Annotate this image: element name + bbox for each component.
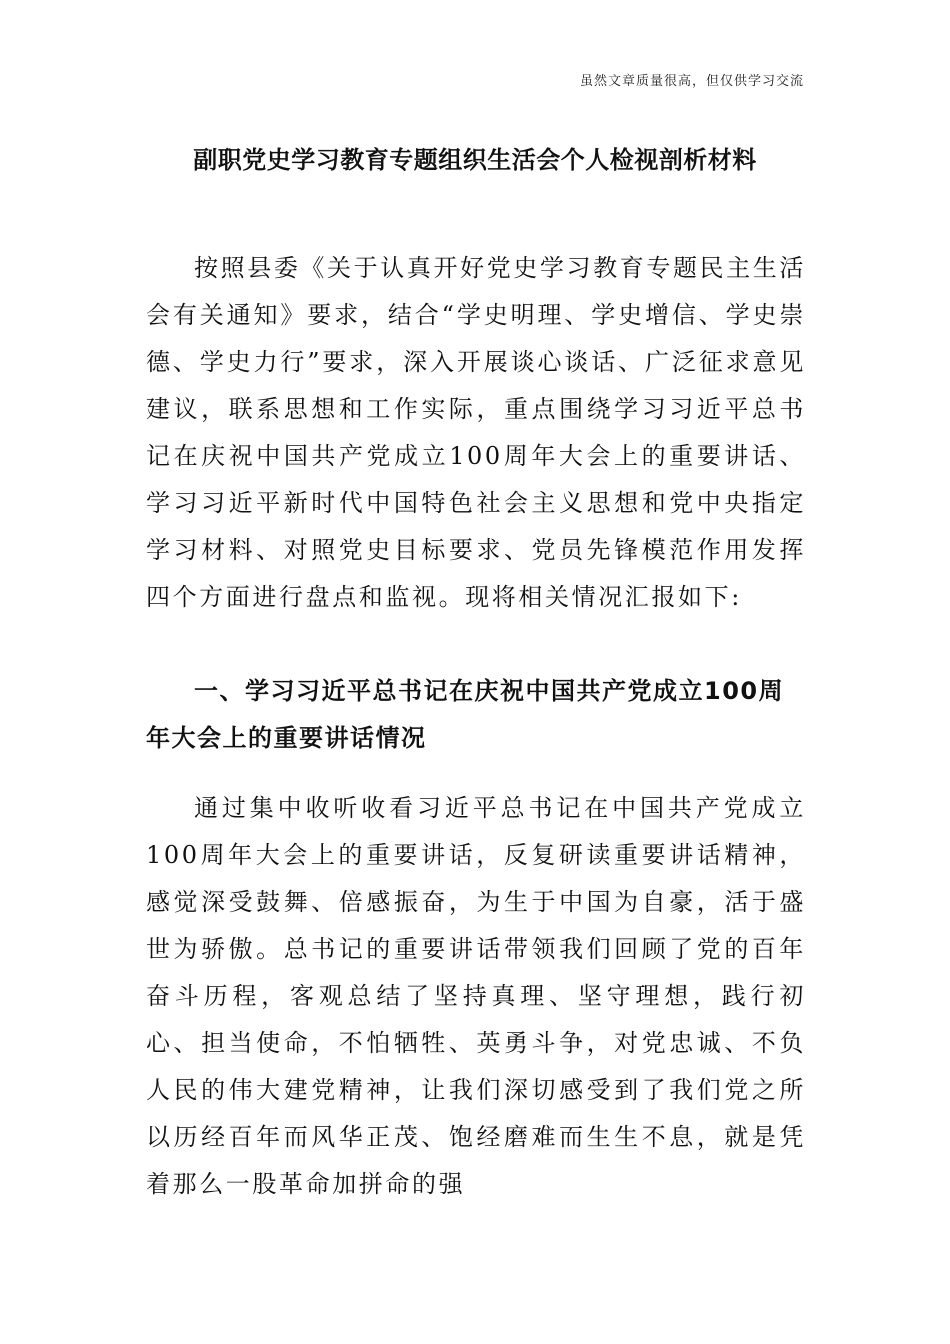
header-note: 虽然文章质量很高，但仅供学习交流: [579, 74, 804, 89]
body-paragraph: 通过集中收听收看习近平总书记在中国共产党成立100周年大会上的重要讲话，反复研读重要讲话精神，感觉深受鼓舞、倍感振奋，为生于中国为自豪，活于盛世为骄傲。总书记的重要讲话带领我们回顾了党的百年奋斗历程，客观总结了坚持真理、坚守理想，践行初心、担当使命，不怕牺牲、英勇斗争，对党忠诚、不负人民的伟大建党精神，让我们深切感受到了我们党之所以历经百年而风华正茂、饱经磨难而生生不息，就是凭着那么一股革命加拼命的强: [146, 794, 806, 1198]
section-heading: 一、学习习近平总书记在庆祝中国共产党成立100周年大会上的重要讲话情况: [146, 677, 785, 752]
body-paragraph: 按照县委《关于认真开好党史学习教育专题民主生活会有关通知》要求，结合“学史明理、学史增信、学史崇德、学史力行”要求，深入开展谈心谈话、广泛征求意见建议，联系思想和工作实际，重点围绕学习习近平总书记在庆祝中国共产党成立100周年大会上的重要讲话、学习习近平新时代中国特色社会主义思想和党中央指定学习材料、对照党史目标要求、党员先锋模范作用发挥四个方面进行盘点和监视。现将相关情况汇报如下:: [146, 254, 806, 611]
document-title: 副职党史学习教育专题组织生活会个人检视剖析材料: [193, 146, 757, 174]
